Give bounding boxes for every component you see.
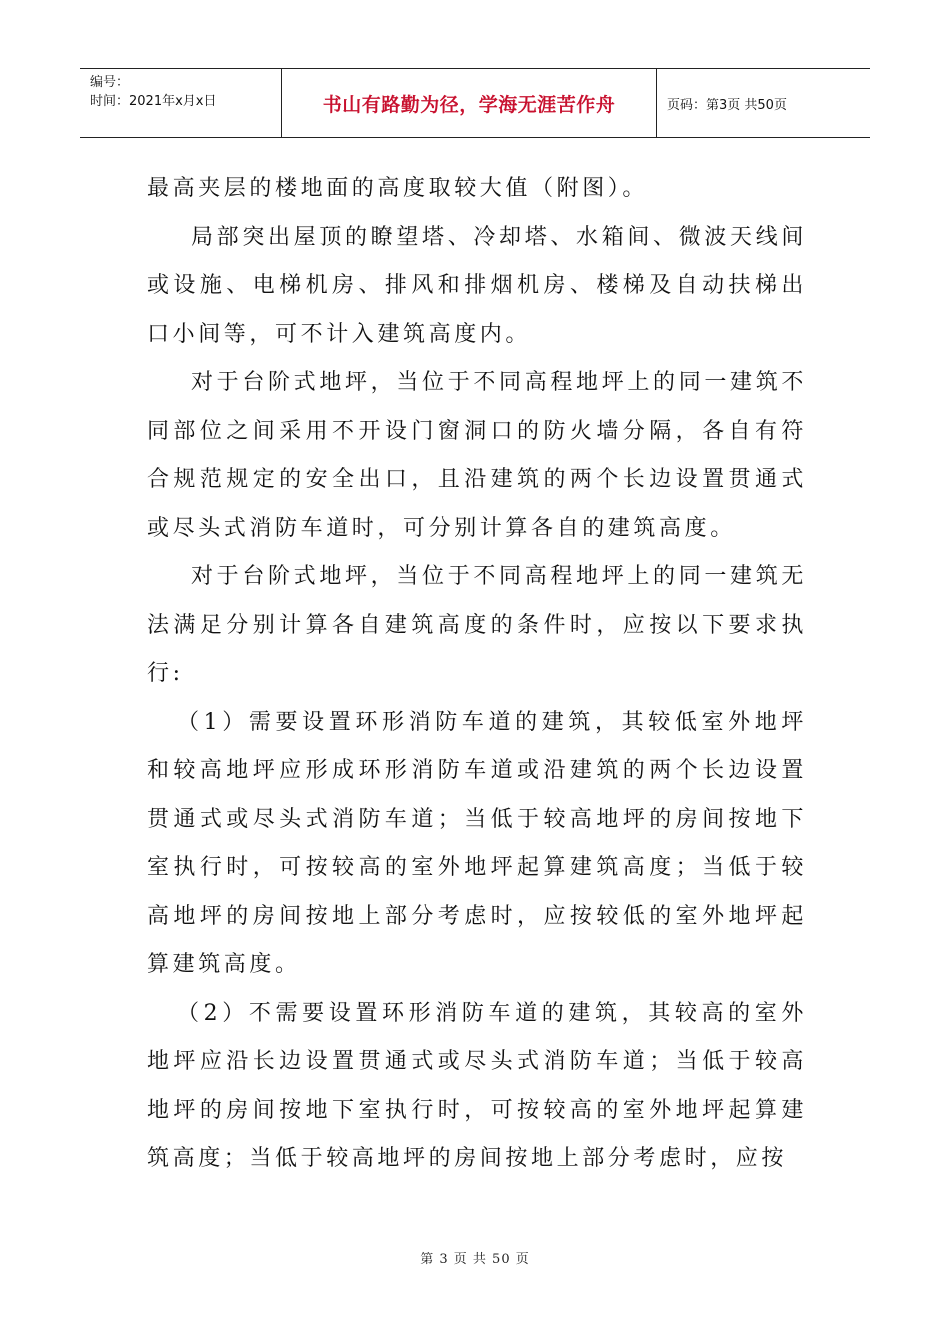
paragraph: 对于台阶式地坪，当位于不同高程地坪上的同一建筑无法满足分别计算各自建筑高度的条件时，应按以下要求执行: [147, 564, 807, 686]
paragraph: （2）不需要设置环形消防车道的建筑，其较高的室外地坪应沿长边设置贯通式或尽头式消防车道；当低于较高地坪的房间按地下室执行时，可按较高的室外地坪起算建筑高度；当低于较高地坪的房间按地上部分考虑时，应按 [147, 1000, 807, 1171]
paragraph: 最高夹层的楼地面的高度取较大值（附图）。 [147, 176, 649, 201]
header-page-info: 页码：第3页 共50页 [667, 97, 787, 113]
paragraph: （1）需要设置环形消防车道的建筑，其较低室外地坪和较高地坪应形成环形消防车道或沿建筑的两个长边设置贯通式或尽头式消防车道；当低于较高地坪的房间按地下室执行时，可按较高的室外地坪起算建筑高度；当低于较高地坪的房间按地上部分考虑时，应按较低的室外地坪起算建筑高度。 [147, 709, 807, 977]
paragraph: 局部突出屋顶的瞭望塔、冷却塔、水箱间、微波天线间或设施、电梯机房、排风和排烟机房、楼梯及自动扶梯出口小间等，可不计入建筑高度内。 [147, 224, 807, 347]
document-body [147, 165, 807, 1184]
document-number-label: 编号： [90, 75, 130, 90]
header-meta [80, 69, 282, 137]
header-motto: 书山有路勤为径，学海无涯苦作舟 [282, 69, 657, 137]
paragraph: 对于台阶式地坪，当位于不同高程地坪上的同一建筑不同部位之间采用不开设门窗洞口的防火墙分隔，各自有符合规范规定的安全出口，且沿建筑的两个长边设置贯通式或尽头式消防车道时，可分别计算各自的建筑高度。 [147, 370, 807, 541]
page-header [80, 68, 870, 138]
document-date-label: 时间：2021年x月x日 [90, 94, 217, 109]
page-footer: 第 3 页 共 50 页 [420, 1252, 530, 1267]
